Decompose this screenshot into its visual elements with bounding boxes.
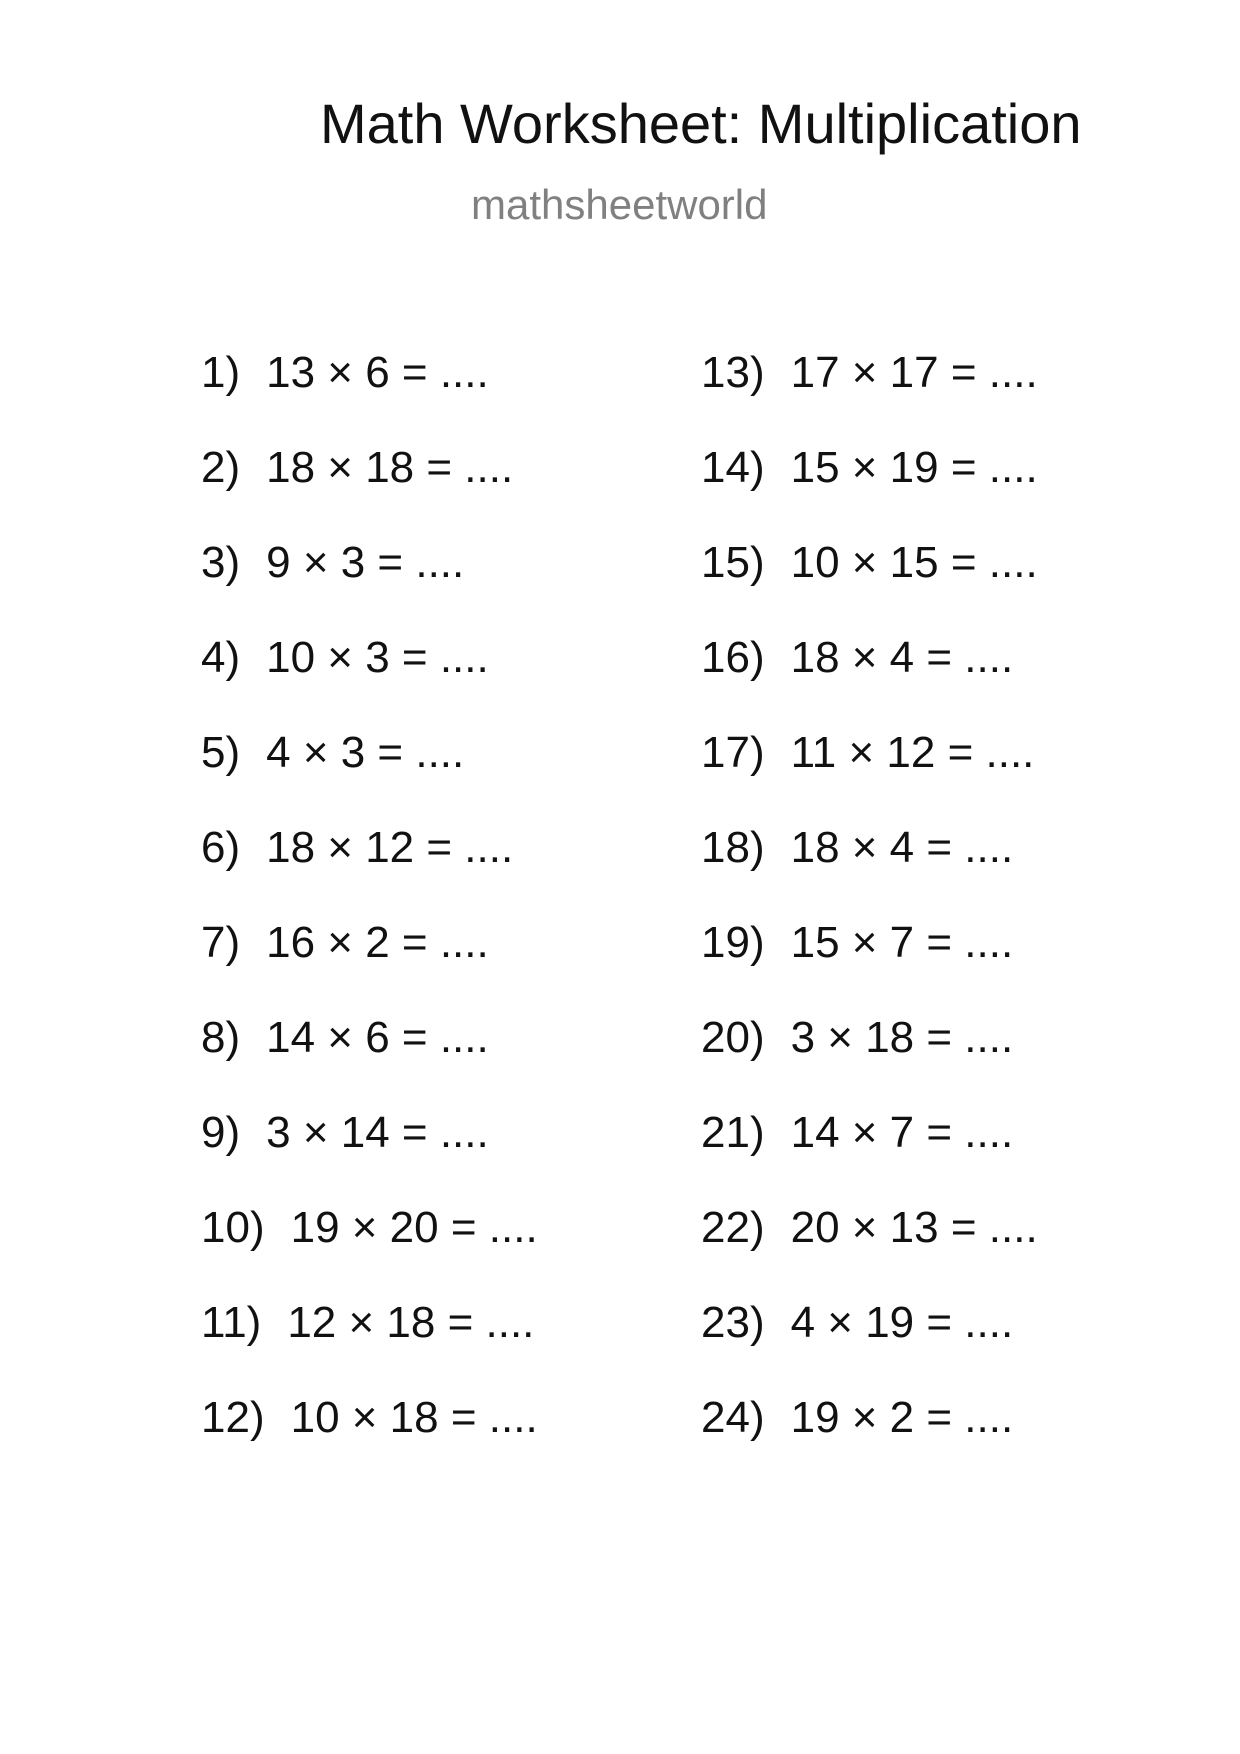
problem-expression: 15 × 19 = .... bbox=[790, 443, 1038, 492]
site-name: mathsheetworld bbox=[471, 181, 768, 228]
problem-item bbox=[201, 538, 721, 636]
problem-item bbox=[701, 348, 1221, 446]
problem-item bbox=[201, 443, 721, 541]
problem-expression: 14 × 6 = .... bbox=[266, 1013, 489, 1062]
problem-item bbox=[201, 348, 721, 446]
problem-number: 21) bbox=[701, 1108, 765, 1157]
problem-expression: 19 × 20 = .... bbox=[290, 1203, 538, 1252]
problem-expression: 19 × 2 = .... bbox=[790, 1393, 1014, 1442]
problem-item bbox=[201, 1298, 721, 1396]
problem-item bbox=[201, 1393, 721, 1491]
problem-item bbox=[701, 1298, 1221, 1396]
problem-number: 13) bbox=[701, 348, 765, 397]
problem-number: 20) bbox=[701, 1013, 765, 1062]
problem-number: 2) bbox=[201, 443, 241, 492]
problem-number: 4) bbox=[201, 633, 241, 682]
problem-number: 8) bbox=[201, 1013, 241, 1062]
problem-number: 9) bbox=[201, 1108, 241, 1157]
problem-item bbox=[701, 538, 1221, 636]
problem-expression: 3 × 14 = .... bbox=[266, 1108, 489, 1157]
problem-number: 15) bbox=[701, 538, 765, 587]
problem-expression: 3 × 18 = .... bbox=[790, 1013, 1014, 1062]
problem-item bbox=[701, 918, 1221, 1016]
problem-expression: 14 × 7 = .... bbox=[790, 1108, 1014, 1157]
problem-item bbox=[701, 1013, 1221, 1111]
problem-number: 16) bbox=[701, 633, 765, 682]
problem-expression: 10 × 18 = .... bbox=[290, 1393, 538, 1442]
problem-number: 17) bbox=[701, 728, 765, 777]
problem-item bbox=[201, 1013, 721, 1111]
problem-expression: 20 × 13 = .... bbox=[790, 1203, 1038, 1252]
problem-number: 3) bbox=[201, 538, 241, 587]
left-problem-column bbox=[201, 348, 721, 1491]
problem-expression: 11 × 12 = .... bbox=[790, 728, 1035, 777]
problem-expression: 9 × 3 = .... bbox=[266, 538, 465, 587]
problem-expression: 18 × 4 = .... bbox=[790, 633, 1014, 682]
problem-number: 19) bbox=[701, 918, 765, 967]
problem-item bbox=[701, 443, 1221, 541]
problem-item bbox=[701, 1108, 1221, 1206]
problem-item bbox=[201, 1203, 721, 1301]
problem-expression: 18 × 4 = .... bbox=[790, 823, 1014, 872]
problem-number: 11) bbox=[201, 1298, 262, 1347]
problem-number: 22) bbox=[701, 1203, 765, 1252]
problem-item bbox=[201, 728, 721, 826]
problem-item bbox=[201, 918, 721, 1016]
problem-item bbox=[201, 1108, 721, 1206]
problem-number: 18) bbox=[701, 823, 765, 872]
problem-expression: 10 × 15 = .... bbox=[790, 538, 1038, 587]
problem-item bbox=[701, 1393, 1221, 1491]
problem-number: 24) bbox=[701, 1393, 765, 1442]
problem-number: 23) bbox=[701, 1298, 765, 1347]
problem-expression: 15 × 7 = .... bbox=[790, 918, 1014, 967]
right-problem-column bbox=[701, 348, 1221, 1491]
problem-expression: 18 × 12 = .... bbox=[266, 823, 514, 872]
problem-expression: 4 × 3 = .... bbox=[266, 728, 465, 777]
problem-expression: 13 × 6 = .... bbox=[266, 348, 489, 397]
problem-expression: 12 × 18 = .... bbox=[287, 1298, 535, 1347]
problem-item bbox=[701, 1203, 1221, 1301]
problem-expression: 4 × 19 = .... bbox=[790, 1298, 1014, 1347]
problem-number: 7) bbox=[201, 918, 241, 967]
problem-item bbox=[701, 823, 1221, 921]
problem-expression: 18 × 18 = .... bbox=[266, 443, 514, 492]
problem-number: 6) bbox=[201, 823, 241, 872]
problem-item bbox=[701, 633, 1221, 731]
problem-item bbox=[701, 728, 1221, 826]
problem-number: 12) bbox=[201, 1393, 265, 1442]
problem-number: 5) bbox=[201, 728, 241, 777]
problem-item bbox=[201, 823, 721, 921]
problem-number: 1) bbox=[201, 348, 241, 397]
problem-expression: 16 × 2 = .... bbox=[266, 918, 489, 967]
page-title: Math Worksheet: Multiplication bbox=[320, 92, 1082, 155]
problem-number: 14) bbox=[701, 443, 765, 492]
problem-item bbox=[201, 633, 721, 731]
problem-expression: 17 × 17 = .... bbox=[790, 348, 1038, 397]
problem-expression: 10 × 3 = .... bbox=[266, 633, 489, 682]
problem-number: 10) bbox=[201, 1203, 265, 1252]
